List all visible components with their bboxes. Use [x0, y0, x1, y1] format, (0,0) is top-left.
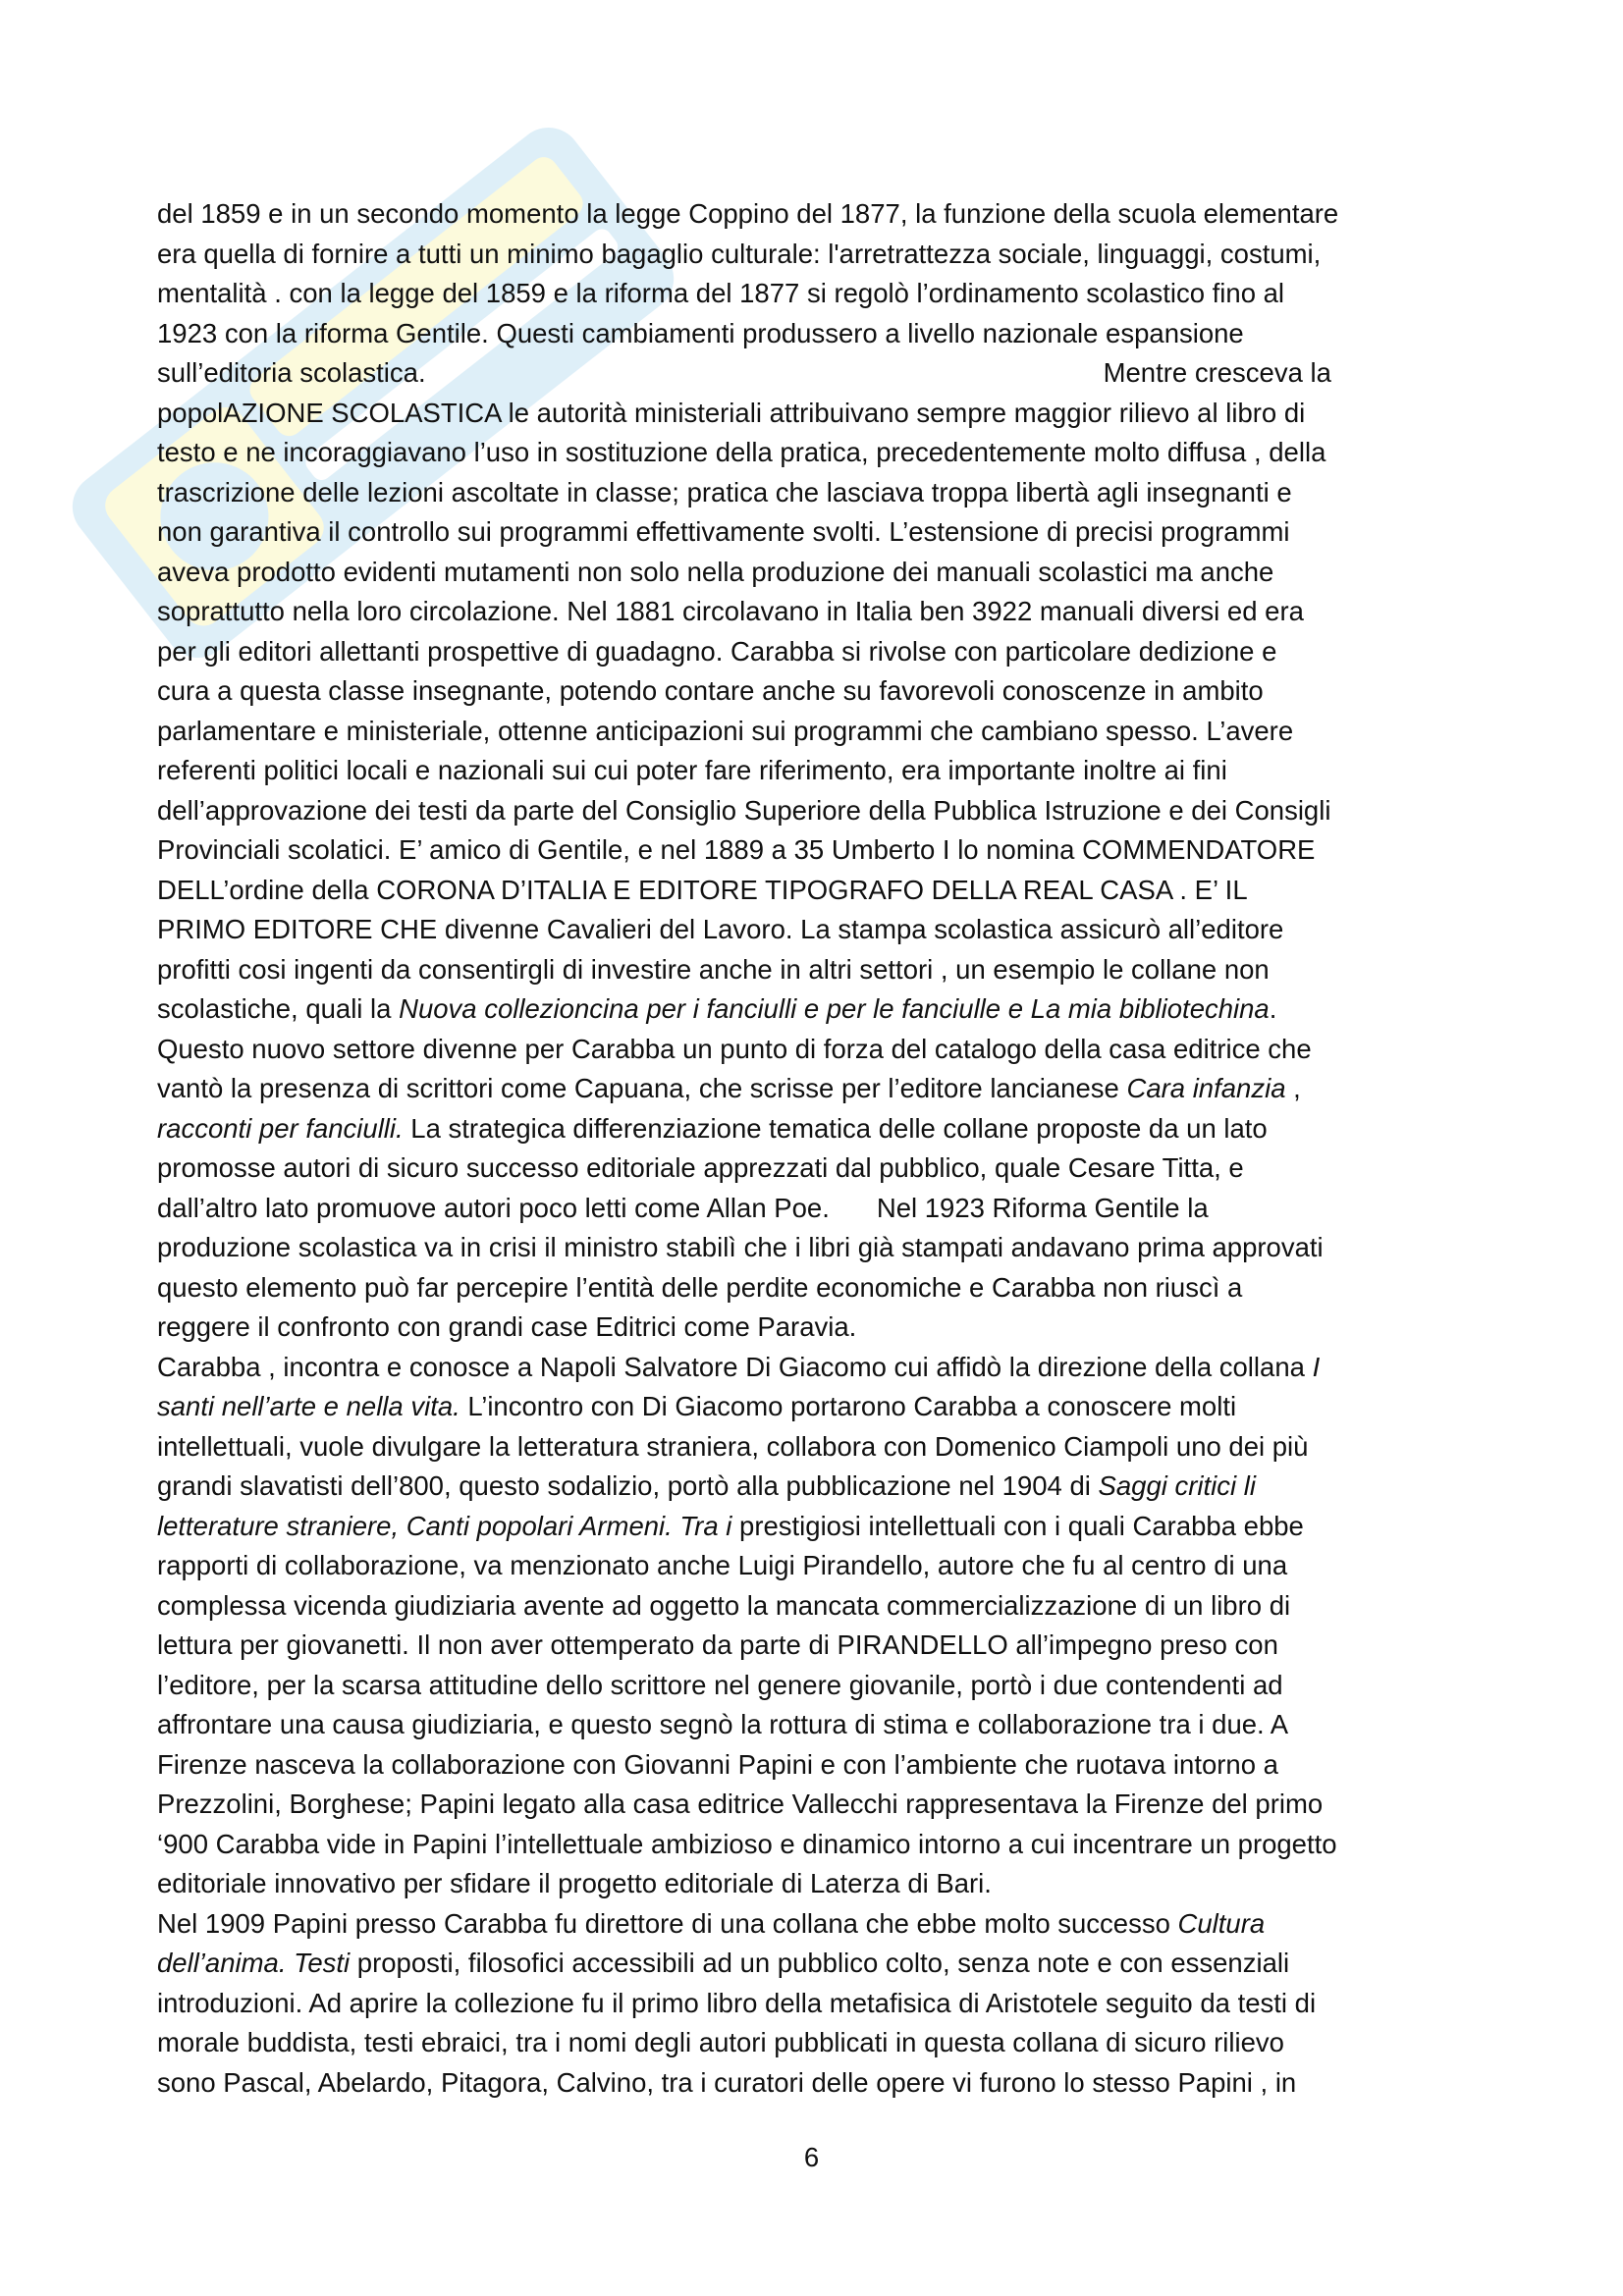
text-line: [157, 592, 1483, 632]
text-line: [157, 1268, 1483, 1308]
text-line: [157, 871, 1483, 911]
italic-title-text: Saggi critici li: [1098, 1470, 1257, 1501]
text-line: [157, 791, 1483, 831]
body-text: reggere il confronto con grandi case Editrici come Paravia.: [157, 1311, 857, 1342]
body-text: non garantiva il controllo sui programmi effettivamente svolti. L’estensione di precisi programmi: [157, 516, 1290, 547]
text-line: [157, 1030, 1483, 1070]
body-text: Carabba , incontra e conosce a Napoli Salvatore Di Giacomo cui affidò la direzione della collana: [157, 1351, 1313, 1382]
body-text: introduzioni. Ad aprire la collezione fu il primo libro della metafisica di Aristotele seguito da testi di: [157, 1987, 1317, 2018]
body-text: L’incontro con Di Giacomo portarono Carabba a conoscere molti: [460, 1391, 1237, 1421]
body-text: dell’approvazione dei testi da parte del Consiglio Superiore della Pubblica Istruzione e dei Consigli: [157, 794, 1331, 826]
body-text: mentalità . con la legge del 1859 e la riforma del 1877 si regolò l’ordinamento scolastico fino al: [157, 278, 1285, 308]
body-text: DELL’ordine della CORONA D’ITALIA E EDITORE TIPOGRAFO DELLA REAL CASA . E’ IL: [157, 874, 1248, 905]
text-line: [157, 433, 1483, 473]
body-text: grandi slavatisti dell’800, questo sodalizio, portò alla pubblicazione nel 1904 di: [157, 1470, 1099, 1501]
text-line: [157, 1189, 1483, 1229]
text-line: [157, 353, 1483, 394]
text-line: [157, 1308, 1483, 1348]
text-line: [157, 1745, 1483, 1786]
body-text: Provinciali scolatici. E’ amico di Gentile, e nel 1889 a 35 Umberto I lo nomina COMMENDATORE: [157, 834, 1316, 865]
text-line: [157, 1348, 1483, 1388]
italic-title-text: letterature straniere, Canti popolari Armeni. Tra i: [157, 1510, 732, 1541]
text-line: [157, 235, 1483, 275]
body-text: editoriale innovativo per sfidare il progetto editoriale di Laterza di Bari.: [157, 1868, 992, 1898]
body-text: testo e ne incoraggiavano l’uso in sostituzione della pratica, precedentemente molto diffusa , della: [157, 437, 1326, 467]
body-text: complessa vicenda giudiziaria avente ad oggetto la mancata commercializzazione di un libro di: [157, 1589, 1291, 1621]
body-text: aveva prodotto evidenti mutamenti non solo nella produzione dei manuali scolastici ma anche: [157, 556, 1274, 587]
body-text: per gli editori allettanti prospettive di guadagno. Carabba si rivolse con particolare dedizione e: [157, 635, 1277, 667]
text-line: [157, 1507, 1483, 1547]
body-text: referenti politici locali e nazionali sui cui poter fare riferimento, era importante inoltre ai fini: [157, 755, 1227, 785]
body-text: cura a questa classe insegnante, potendo contare anche su favorevoli conoscenze in ambito: [157, 675, 1264, 706]
body-text: ,: [1285, 1073, 1301, 1103]
italic-title-text: santi nell’arte e nella vita.: [157, 1391, 460, 1421]
text-line: [157, 2023, 1483, 2063]
text-line: [157, 1427, 1483, 1468]
text-line: [157, 274, 1483, 314]
body-text: PRIMO EDITORE CHE divenne Cavalieri del Lavoro. La stampa scolastica assicurò all’editore: [157, 914, 1284, 944]
body-text: sono Pascal, Abelardo, Pitagora, Calvino, tra i curatori delle opere vi furono lo stesso Papini , in: [157, 2066, 1297, 2098]
text-line: [157, 1984, 1483, 2024]
body-text: questo elemento può far percepire l’entità delle perdite economiche e Carabba non riuscì a: [157, 1271, 1243, 1303]
body-text: era quella di fornire a tutti un minimo bagaglio culturale: l'arretrattezza sociale, linguaggi, costumi,: [157, 238, 1322, 269]
text-line: [157, 830, 1483, 871]
text-line: [157, 1864, 1483, 1904]
text-line: [157, 1626, 1483, 1666]
text-line: [157, 1109, 1483, 1149]
body-text: ‘900 Carabba vide in Papini l’intellettuale ambizioso e dinamico intorno a cui incentrare un progetto: [157, 1828, 1337, 1859]
text-line: [157, 671, 1483, 712]
body-text: vantò la presenza di scrittori come Capuana, che scrisse per l’editore lancianese: [157, 1073, 1127, 1103]
text-line: [157, 1586, 1483, 1627]
body-text: dall’altro lato promuove autori poco letti come Allan Poe.: [157, 1192, 830, 1223]
document-body: [157, 194, 1483, 2103]
body-text: Prezzolini, Borghese; Papini legato alla casa editrice Vallecchi rappresentava la Firenze del primo: [157, 1789, 1324, 1819]
italic-title-text: dell’anima. Testi: [157, 1948, 351, 1978]
text-line: [157, 553, 1483, 593]
body-text: affrontare una causa giudiziaria, e questo segnò la rottura di stima e collaborazione tra i due. A: [157, 1709, 1289, 1739]
text-line: [157, 712, 1483, 752]
body-text: del 1859 e in un secondo momento la legge Coppino del 1877, la funzione della scuola elementare: [157, 198, 1339, 229]
text-line: [157, 950, 1483, 990]
body-text: trascrizione delle lezioni ascoltate in classe; pratica che lasciava troppa libertà agli insegnanti e: [157, 476, 1292, 507]
text-line: [157, 1705, 1483, 1745]
body-text: lettura per giovanetti. Il non aver ottemperato da parte di PIRANDELLO all’impegno preso con: [157, 1629, 1278, 1660]
body-text: Mentre cresceva la: [1103, 357, 1331, 388]
page-number: 6: [803, 2142, 820, 2172]
body-text: Nel 1909 Papini presso Carabba fu direttore di una collana che ebbe molto successo: [157, 1907, 1178, 1939]
text-line: [157, 989, 1483, 1030]
body-text: promosse autori di sicuro successo editoriale apprezzati dal pubblico, quale Cesare Titta, e: [157, 1152, 1244, 1183]
text-line: [157, 314, 1483, 354]
text-line: [157, 194, 1483, 235]
body-text: profitti cosi ingenti da consentirgli di investire anche in altri settori , un esempio le collane non: [157, 953, 1270, 985]
body-text: Nel 1923 Riforma Gentile la: [876, 1192, 1209, 1223]
body-text: proposti, filosofici accessibili ad un pubblico colto, senza note e con essenziali: [350, 1948, 1290, 1978]
text-line: [157, 751, 1483, 791]
body-text: l’editore, per la scarsa attitudine dello scrittore nel genere giovanile, portò i due contendenti ad: [157, 1669, 1283, 1700]
text-line: [157, 2063, 1483, 2104]
body-text: rapporti di collaborazione, va menzionato anche Luigi Pirandello, autore che fu al centro di una: [157, 1550, 1288, 1580]
text-line: [157, 1069, 1483, 1109]
body-text: prestigiosi intellettuali con i quali Carabba ebbe: [731, 1510, 1304, 1541]
body-text: soprattutto nella loro circolazione. Nel 1881 circolavano in Italia ben 3922 manuali diversi ed era: [157, 596, 1304, 626]
body-text: 1923 con la riforma Gentile. Questi cambiamenti produssero a livello nazionale espansione: [157, 317, 1244, 348]
body-text: popolAZIONE SCOLASTICA le autorità ministeriali attribuivano sempre maggior rilievo al libro di: [157, 397, 1306, 428]
text-line: [157, 1825, 1483, 1865]
text-line: [157, 1228, 1483, 1268]
text-line: [157, 1148, 1483, 1189]
text-line: [157, 632, 1483, 672]
italic-title-text: Cultura: [1177, 1907, 1266, 1939]
text-line: [157, 1785, 1483, 1825]
text-line: [157, 473, 1483, 513]
italic-title-text: Nuova collezioncina per i fanciulli e per le fanciulle e La mia bibliotechina: [399, 993, 1270, 1024]
text-line: [157, 512, 1483, 553]
text-line: [157, 1944, 1483, 1984]
italic-title-text: Cara infanzia: [1126, 1073, 1286, 1103]
body-text: intellettuali, vuole divulgare la letteratura straniera, collabora con Domenico Ciampoli uno dei più: [157, 1430, 1309, 1462]
body-text: produzione scolastica va in crisi il ministro stabilì che i libri già stampati andavano prima approvati: [157, 1232, 1324, 1262]
italic-title-text: racconti per fanciulli.: [157, 1112, 404, 1144]
body-text: sull’editoria scolastica.: [157, 357, 426, 388]
italic-title-text: I: [1312, 1351, 1321, 1382]
body-text: Questo nuovo settore divenne per Carabba un punto di forza del catalogo della casa editrice che: [157, 1033, 1312, 1064]
body-text: La strategica differenziazione tematica delle collane proposte da un lato: [403, 1112, 1268, 1144]
text-line: [157, 1666, 1483, 1706]
body-text: .: [1269, 993, 1277, 1024]
text-line: [157, 1387, 1483, 1427]
text-line: [157, 1546, 1483, 1586]
text-line: [157, 910, 1483, 950]
text-line: [157, 1467, 1483, 1507]
text-line: [157, 394, 1483, 434]
body-text: parlamentare e ministeriale, ottenne anticipazioni sui programmi che cambiano spesso. L’avere: [157, 715, 1294, 746]
body-text: morale buddista, testi ebraici, tra i nomi degli autori pubblicati in questa collana di sicuro rilievo: [157, 2027, 1284, 2057]
body-text: Firenze nasceva la collaborazione con Giovanni Papini e con l’ambiente che ruotava intorno a: [157, 1748, 1278, 1780]
body-text: scolastiche, quali la: [157, 993, 400, 1024]
text-line: [157, 1904, 1483, 1945]
